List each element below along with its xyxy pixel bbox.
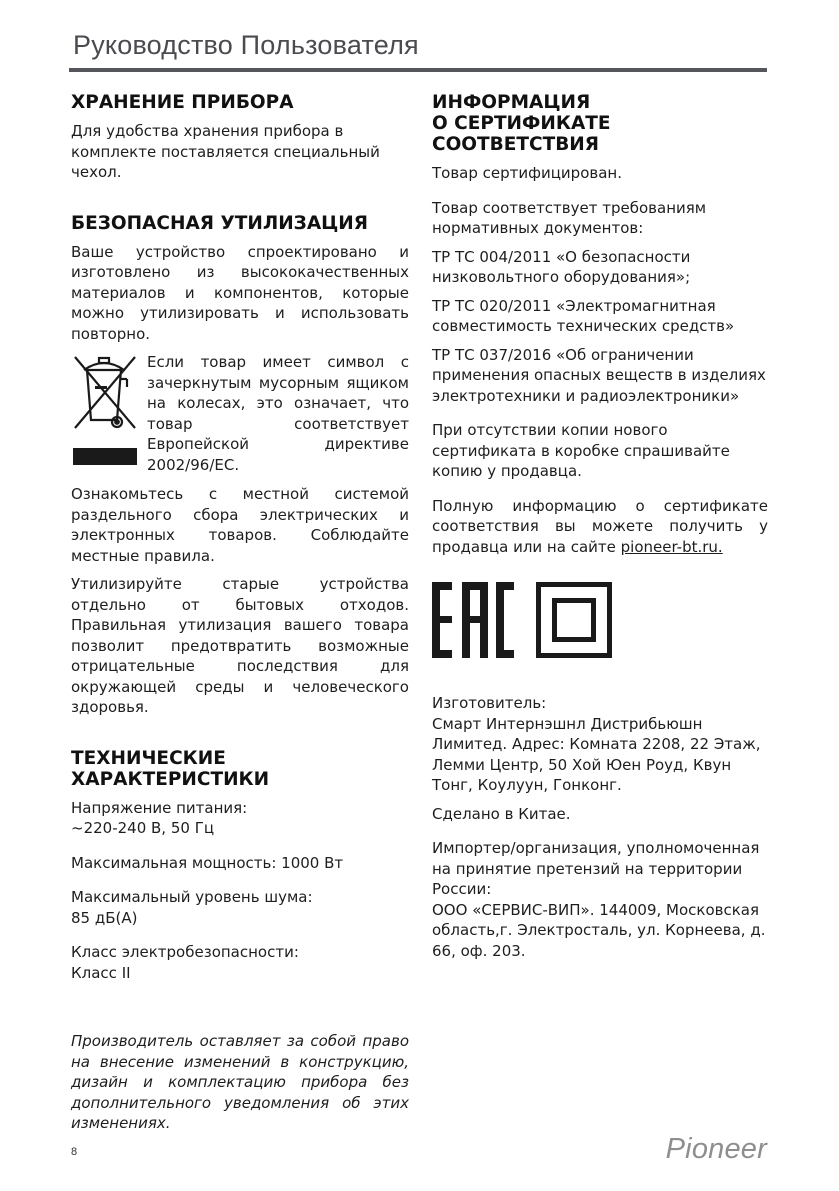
manufacturer-text: Смарт Интернэшнл Дистрибьюшн Лимитед. Адрес: Комната 2208, 22 Этаж, Лемми Центр, 50 Хой Юен Роуд, Квун Тонг, Коулуун, Гонконг. xyxy=(432,714,761,794)
spec-class-label: Класс электробезопасности: xyxy=(71,943,299,961)
site-link[interactable]: pioneer-bt.ru. xyxy=(620,537,723,556)
weee-block xyxy=(71,352,409,476)
disposal-heading: БЕЗОПАСНАЯ УТИЛИЗАЦИЯ xyxy=(71,212,369,234)
spec-class-value: Класс II xyxy=(71,963,131,982)
page-number: 8 xyxy=(71,1146,78,1158)
made-in: Сделано в Китае. xyxy=(432,804,571,823)
importer-label: Импортер/организация, уполномоченная на принятие претензий на территории России: xyxy=(432,839,760,898)
weee-text: Если товар имеет символ с зачеркнутым мусорным ящиком на колесах, это означает, что товар соответствует Европейской директиве 2002/96/EC. xyxy=(147,353,409,474)
spec-voltage-label: Напряжение питания: xyxy=(71,798,248,817)
cert-certified: Товар сертифицирован. xyxy=(432,164,622,182)
brand-logo: Pioneer xyxy=(665,1133,767,1165)
header-title: Руководство Пользователя xyxy=(73,30,419,60)
disclaimer: Производитель оставляет за собой право на внесение изменений в конструкцию, дизайн и комплектацию прибора без дополнительного уведомления об этих изменениях. xyxy=(71,1032,409,1132)
cert-full-info-text: Полную информацию о сертификате соответствия вы можете получить у продавца или на сайте xyxy=(432,496,768,556)
disposal-paragraph-1: Ваше устройство спроектировано и изготовлено из высококачественных материалов и компонентов, которые можно утилизировать и использовать повторно. xyxy=(71,242,409,343)
spec-noise-label: Максимальный уровень шума: xyxy=(71,888,313,906)
crossed-bin-icon xyxy=(71,352,139,476)
certification-marks xyxy=(432,583,768,661)
spec-voltage-value: ~220-240 В, 50 Гц xyxy=(71,819,215,837)
storage-text: Для удобства хранения прибора в комплекте поставляется специальный чехол. xyxy=(71,122,380,181)
spec-noise-value: 85 дБ(А) xyxy=(71,908,138,927)
eac-mark-icon xyxy=(432,582,514,662)
cert-no-copy: При отсутствии копии нового сертификата в коробке спрашивайте копию у продавца. xyxy=(432,421,730,480)
cert-heading-line-3: СООТВЕТСТВИЯ xyxy=(432,134,600,155)
cert-complies: Товар соответствует требованиям нормативных документов: xyxy=(432,198,707,237)
spec-power: Максимальная мощность: 1000 Вт xyxy=(71,853,344,872)
disposal-paragraph-2: Ознакомьтесь с местной системой раздельного сбора электрических и электронных товаров. Соблюдайте местные правила. xyxy=(71,485,409,565)
disposal-paragraph-3: Утилизируйте старые устройства отдельно от бытовых отходов. Правильная утилизация вашего товара позволит предотвратить возможные отрицательные последствия для окружающей среды и человеческого здоровья. xyxy=(71,575,409,716)
header-rule xyxy=(69,68,767,72)
cert-heading-line-1: ИНФОРМАЦИЯ xyxy=(432,92,591,113)
specs-heading-line-2: ХАРАКТЕРИСТИКИ xyxy=(71,768,270,790)
importer-text: ООО «СЕРВИС-ВИП». 144009, Московская область,г. Электросталь, ул. Корнеева, д. 66, оф. 203. xyxy=(432,900,766,960)
cert-doc-3: ТР ТС 037/2016 «Об ограничении применения опасных веществ в изделиях электротехники и радиоэлектроники» xyxy=(432,345,766,405)
right-column xyxy=(432,92,768,961)
cert-doc-1: ТР ТС 004/2011 «О безопасности низковольтного оборудования»; xyxy=(432,247,691,286)
cert-doc-2: ТР ТС 020/2011 «Электромагнитная совместимость технических средств» xyxy=(432,296,735,335)
storage-heading: ХРАНЕНИЕ ПРИБОРА xyxy=(71,92,294,113)
double-insulation-icon xyxy=(536,582,612,662)
manufacturer-label: Изготовитель: xyxy=(432,694,547,712)
cert-full-info xyxy=(432,496,768,558)
left-column xyxy=(71,92,409,1134)
specs-heading-line-1: ТЕХНИЧЕСКИЕ xyxy=(71,747,226,769)
cert-heading-line-2: О СЕРТИФИКАТЕ xyxy=(432,113,611,134)
